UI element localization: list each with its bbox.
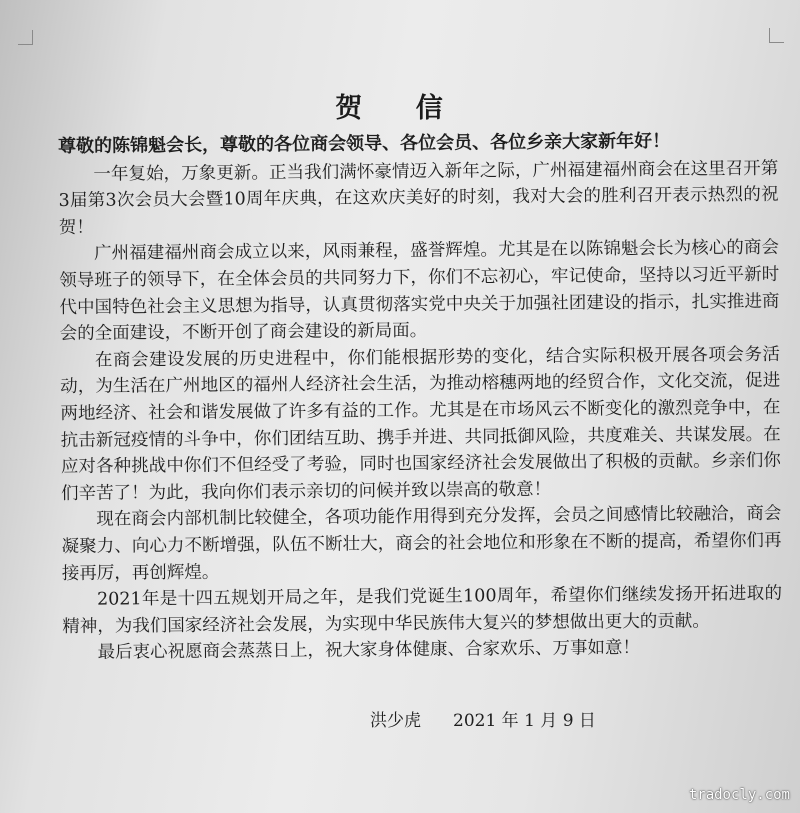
- paragraph-1: 一年复始，万象更新。正当我们满怀豪情迈入新年之际，广州福建福州商会在这里召开第3届第3次会员大会暨10周年庆典，在这欢庆美好的时刻，我对大会的胜利召开表示热烈的祝贺！: [58, 158, 779, 238]
- letter-body: [58, 128, 783, 667]
- paragraph-3: 在商会建设发展的历史进程中，你们能根据形势的变化，结合实际积极开展各项会务活动，为生活在广州地区的福州人经济社会生活，为推动榕穗两地的经贸合作，文化交流，促进两地经济、社会和谐发展做了许多有益的工作。尤其是在市场风云不断变化的激烈竞争中，在抗击新冠疫情的斗争中，你们团结互助、携手并进、共同抵御风险，共度难关、共谋发展。在应对各种挑战中你们不但经受了考验，同时也国家经济社会发展做出了积极的贡献。乡亲们你们辛苦了！为此，我向你们表示亲切的问候并致以崇高的敬意！: [60, 344, 781, 504]
- paragraph-4: 现在商会内部机制比较健全，各项功能作用得到充分发挥，会员之间感情比较融洽，商会凝聚力、向心力不断增强，队伍不断壮大，商会的社会地位和形象在不断的提高，希望你们再接再厉，再创辉煌。: [61, 504, 782, 584]
- page-corner-mark-left: [18, 30, 33, 45]
- page-corner-mark-right: [769, 28, 784, 43]
- letter-greeting: 尊敬的陈锦魁会长，尊敬的各位商会领导、各位会员、各位乡亲大家新年好！: [58, 130, 671, 157]
- paragraph-6: 最后衷心祝愿商会蒸蒸日上，祝大家身体健康、合家欢乐、万事如意！: [97, 638, 641, 663]
- paragraph-2: 广州福建福州商会成立以来，风雨兼程，盛誉辉煌。尤其是在以陈锦魁会长为核心的商会领导班子的领导下，在全体会员的共同努力下，你们不忘初心，牢记使命，坚持以习近平新时代中国特色社会主义思想为指导，认真贯彻落实党中央关于加强社团建设的指示，扎实推进商会的全面建设，不断开创了商会建设的新局面。: [59, 238, 780, 345]
- site-watermark: tradocly.com: [688, 787, 790, 803]
- signature-date: 2021 年 1 月 9 日: [453, 711, 596, 731]
- paragraph-5: 2021年是十四五规划开局之年，是我们党诞生100周年，希望你们继续发扬开拓进取的精神，为我们国家经济社会发展，为实现中华民族伟大复兴的梦想做出更大的贡献。: [62, 583, 783, 637]
- letter-title: 贺 信: [335, 93, 465, 124]
- signature-name: 洪少虎: [370, 711, 421, 731]
